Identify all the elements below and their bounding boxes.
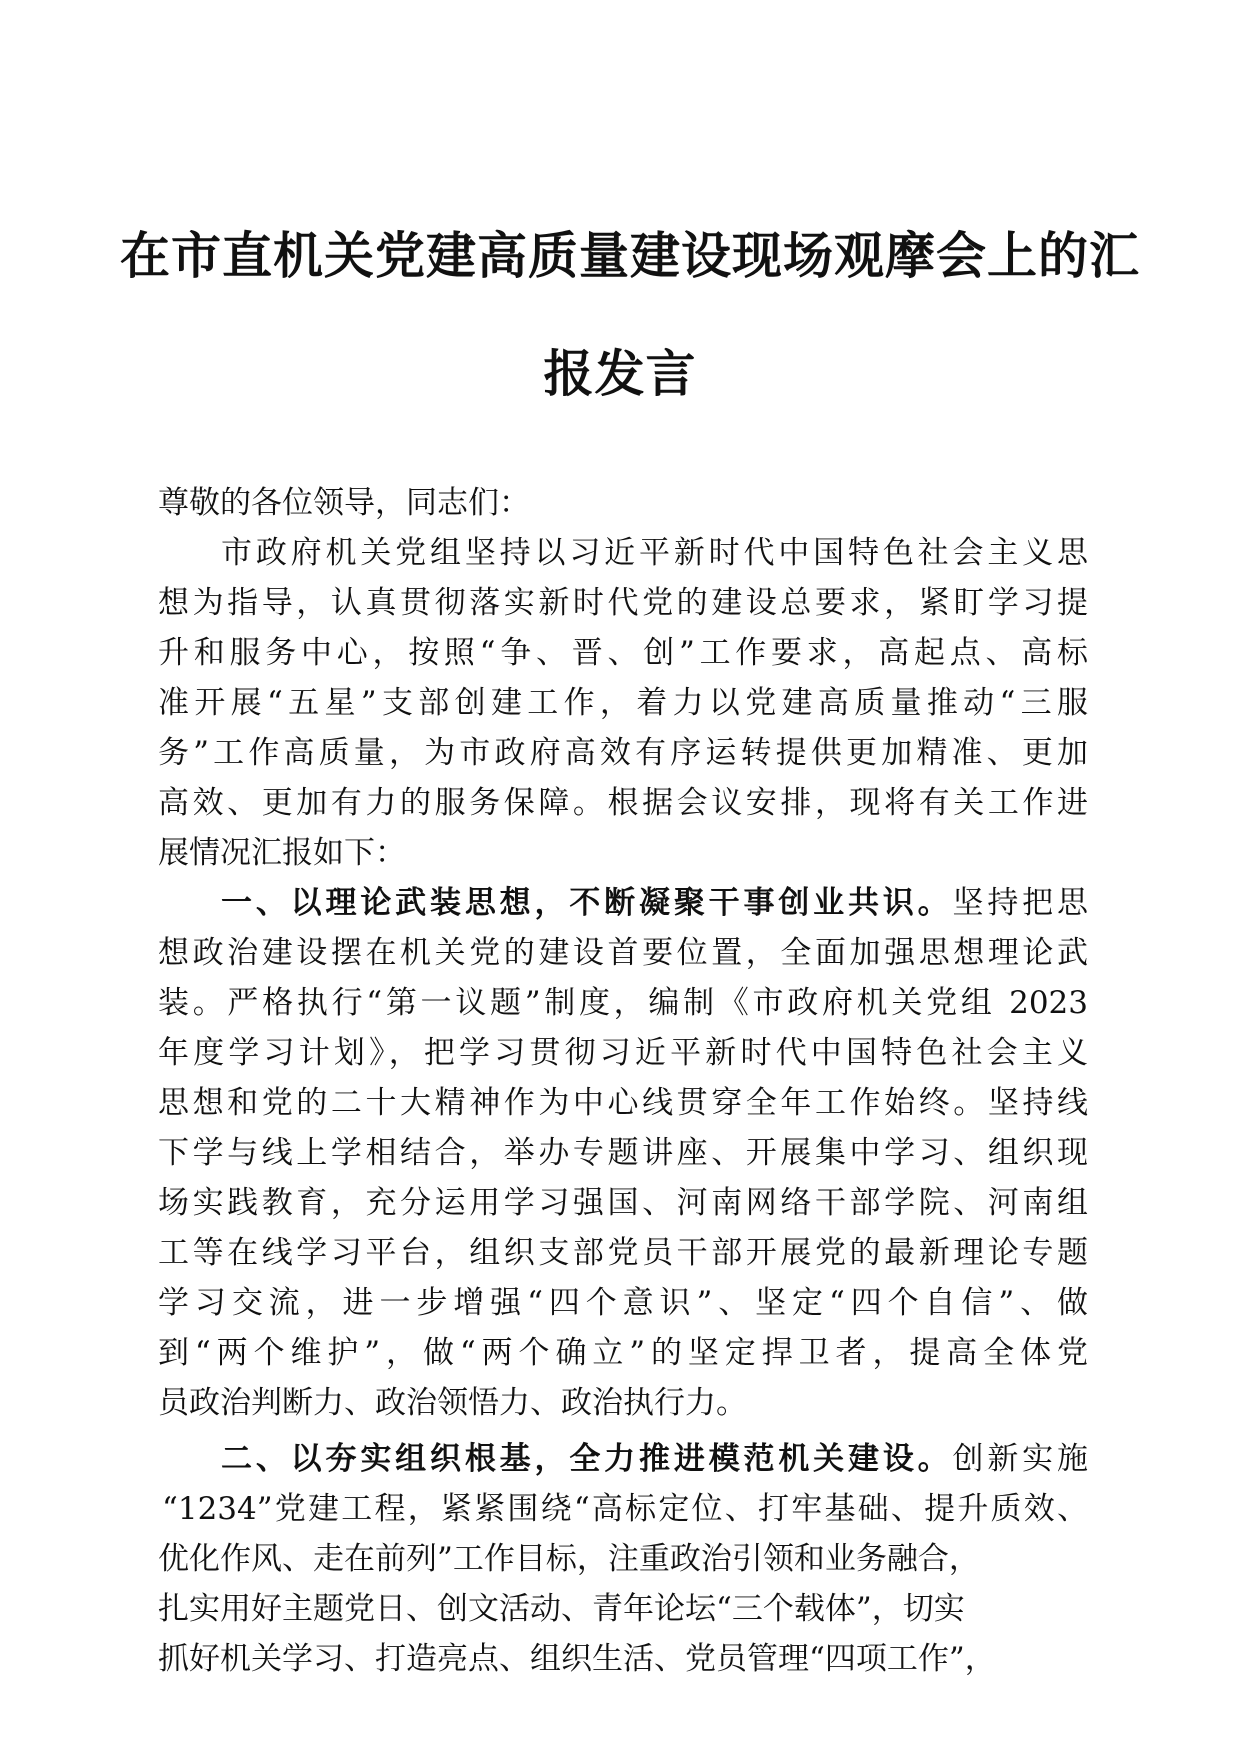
document-title-line-1: 在市直机关党建高质量建设现场观摩会上的汇 xyxy=(120,226,1140,285)
document-body xyxy=(158,478,1088,1684)
intro-paragraph xyxy=(158,528,1088,878)
paragraph-line: “1234”党建工程，紧紧围绕“高标定位、打牢基础、提升质效、 xyxy=(162,1491,1088,1527)
salutation: 尊敬的各位领导，同志们： xyxy=(158,485,530,521)
section-2-heading: 二、以夯实组织根基，全力推进模范机关建设。 xyxy=(221,1441,953,1477)
paragraph-line xyxy=(158,1434,1088,1484)
section-1-heading: 一、以理论武装思想，不断凝聚干事创业共识。 xyxy=(221,885,953,921)
paragraph-line: 升和服务中心，按照“争、晋、创”工作要求，高起点、高标 xyxy=(158,635,1088,671)
paragraph-line: 学习交流，进一步增强“四个意识”、坚定“四个自信”、做 xyxy=(158,1285,1088,1321)
section-1-paragraph xyxy=(158,878,1088,1428)
paragraph-line: 抓好机关学习、打造亮点、组织生活、党员管理“四项工作”， xyxy=(158,1641,996,1677)
paragraph-line: 高效、更加有力的服务保障。根据会议安排，现将有关工作进 xyxy=(158,785,1088,821)
paragraph-line: 扎实用好主题党日、创文活动、青年论坛“三个载体”，切实 xyxy=(158,1591,965,1627)
paragraph-line: 想政治建设摆在机关党的建设首要位置，全面加强思想理论武 xyxy=(158,935,1088,971)
section-1-first-line-text: 坚持把思 xyxy=(952,885,1088,921)
paragraph-line: 工等在线学习平台，组织支部党员干部开展党的最新理论专题 xyxy=(158,1235,1088,1271)
paragraph-line: 到“两个维护”，做“两个确立”的坚定捍卫者，提高全体党 xyxy=(158,1335,1088,1371)
paragraph-line: 想为指导，认真贯彻落实新时代党的建设总要求，紧盯学习提 xyxy=(158,585,1088,621)
paragraph-line: 装。严格执行“第一议题”制度，编制《市政府机关党组 2023 xyxy=(158,985,1088,1021)
section-2-paragraph xyxy=(158,1434,1088,1684)
section-2-first-line-text: 创新实施 xyxy=(952,1441,1088,1477)
paragraph-line xyxy=(158,878,1088,928)
paragraph-line: 员政治判断力、政治领悟力、政治执行力。 xyxy=(158,1385,747,1421)
paragraph-line: 年度学习计划》，把学习贯彻习近平新时代中国特色社会主义 xyxy=(158,1035,1088,1071)
paragraph-line: 优化作风、走在前列”工作目标，注重政治引领和业务融合， xyxy=(158,1541,980,1577)
paragraph-line: 市政府机关党组坚持以习近平新时代中国特色社会主义思 xyxy=(221,535,1088,571)
paragraph-line: 下学与线上学相结合，举办专题讲座、开展集中学习、组织现 xyxy=(158,1135,1088,1171)
paragraph-line: 思想和党的二十大精神作为中心线贯穿全年工作始终。坚持线 xyxy=(158,1085,1088,1121)
paragraph-line: 场实践教育，充分运用学习强国、河南网络干部学院、河南组 xyxy=(158,1185,1088,1221)
paragraph-line: 务”工作高质量，为市政府高效有序运转提供更加精准、更加 xyxy=(158,735,1088,771)
document-title-line-2: 报发言 xyxy=(543,344,697,403)
paragraph-line: 展情况汇报如下： xyxy=(158,835,406,871)
paragraph-line: 准开展“五星”支部创建工作，着力以党建高质量推动“三服 xyxy=(158,685,1088,721)
